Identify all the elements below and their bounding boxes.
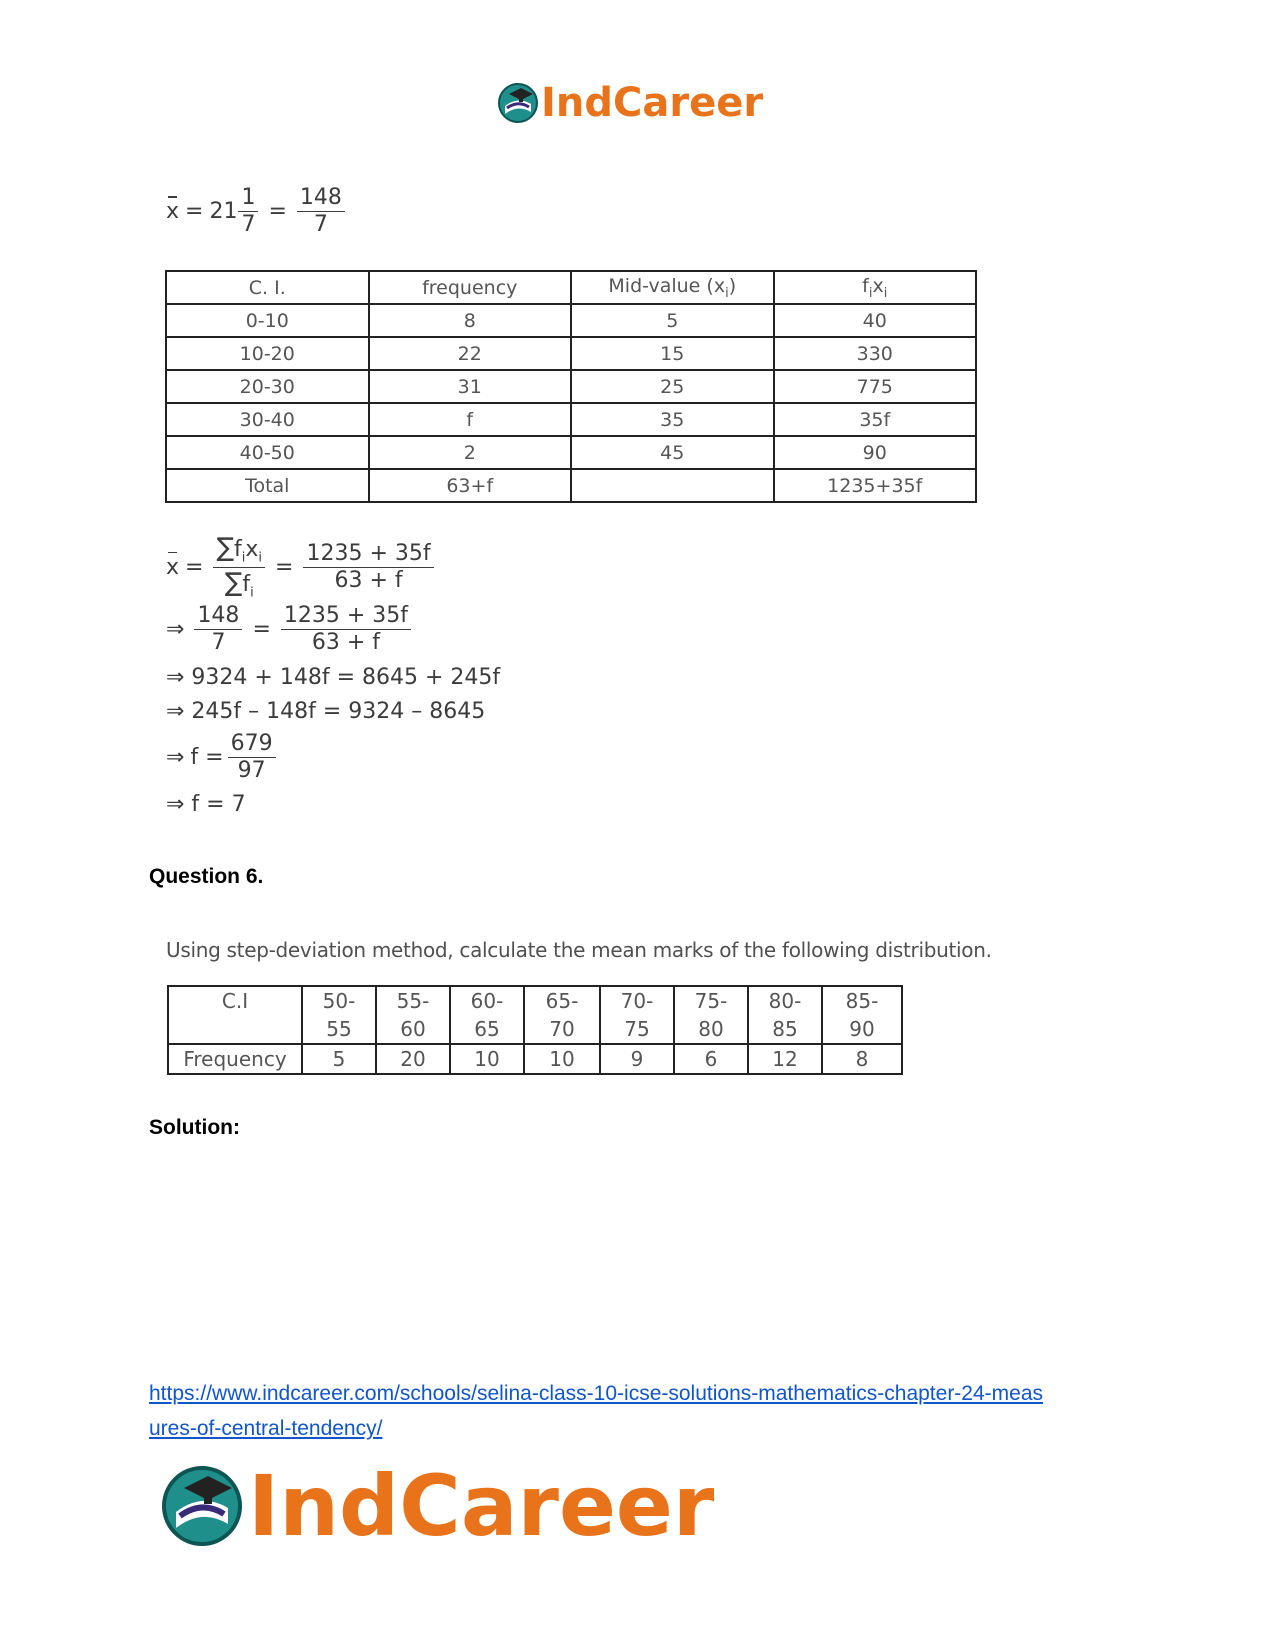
table-cell: 35 bbox=[571, 403, 774, 436]
table-cell: 35f bbox=[774, 403, 977, 436]
table-cell: 25 bbox=[571, 370, 774, 403]
mixed-frac-den: 7 bbox=[241, 212, 256, 238]
frequency-cell: 12 bbox=[748, 1044, 822, 1074]
row-label: Frequency bbox=[168, 1044, 302, 1074]
table-row bbox=[166, 436, 976, 469]
final-answer-step: ⇒ f = 7 bbox=[166, 792, 246, 817]
rhs-denominator: 63 + f bbox=[311, 630, 381, 656]
header-cell: frequency bbox=[369, 271, 572, 304]
f-equals: f = bbox=[190, 745, 224, 771]
lhs-numerator: 148 bbox=[194, 604, 242, 630]
question-title: Question 6. bbox=[149, 865, 264, 888]
table-cell: Total bbox=[166, 469, 369, 502]
solve-f-step bbox=[166, 732, 280, 783]
interval-cell: 75- 80 bbox=[674, 986, 748, 1044]
table-row bbox=[166, 304, 976, 337]
table-cell: 5 bbox=[571, 304, 774, 337]
table-cell: f bbox=[369, 403, 572, 436]
table-row bbox=[166, 337, 976, 370]
sigma-symbol: ∑ bbox=[216, 533, 234, 563]
table-cell: 15 bbox=[571, 337, 774, 370]
rhs-numerator: 1235 + 35f bbox=[281, 604, 411, 630]
implies-arrow: ⇒ bbox=[166, 617, 185, 643]
solution-label: Solution: bbox=[149, 1116, 240, 1139]
mixed-whole: 21 bbox=[209, 199, 238, 225]
interval-cell: 55- 60 bbox=[376, 986, 450, 1044]
table-cell: 775 bbox=[774, 370, 977, 403]
interval-cell: 70- 75 bbox=[600, 986, 674, 1044]
improper-frac-num: 148 bbox=[297, 186, 345, 212]
header-cell: $f_ix_i$ bbox=[774, 271, 977, 304]
interval-cell: 85- 90 bbox=[822, 986, 902, 1044]
table-cell: 330 bbox=[774, 337, 977, 370]
mean-formula-step: x = $\frac{\sum f_ix_i}{\sum f_i}$ = $\frac{1235 + 35f}{63 + f}$ bbox=[166, 534, 438, 600]
table-cell: 0-10 bbox=[166, 304, 369, 337]
table-cell: 31 bbox=[369, 370, 572, 403]
link-line-1[interactable]: https://www.indcareer.com/schools/selina-class-10-icse-solutions-mathematics-chapter-24-meas bbox=[149, 1382, 1044, 1405]
table-cell: 30-40 bbox=[166, 403, 369, 436]
mixed-frac-num: 1 bbox=[238, 186, 258, 212]
frequency-cell: 20 bbox=[376, 1044, 450, 1074]
row-label: C.I bbox=[168, 986, 302, 1044]
frequency-row bbox=[168, 1044, 902, 1074]
interval-cell: 65- 70 bbox=[524, 986, 600, 1044]
table-cell: 45 bbox=[571, 436, 774, 469]
rearrange-step: ⇒ 245f – 148f = 9324 – 8645 bbox=[166, 699, 486, 724]
lhs-denominator: 7 bbox=[211, 630, 226, 656]
table-cell: 20-30 bbox=[166, 370, 369, 403]
interval-cell: 50- 55 bbox=[302, 986, 376, 1044]
frequency-cell: 6 bbox=[674, 1044, 748, 1074]
frequency-table bbox=[165, 270, 977, 503]
table-header-row bbox=[166, 271, 976, 304]
table-cell bbox=[571, 469, 774, 502]
interval-cell: 80- 85 bbox=[748, 986, 822, 1044]
table-cell: 40-50 bbox=[166, 436, 369, 469]
table-cell: 63+f bbox=[369, 469, 572, 502]
frequency-cell: 5 bbox=[302, 1044, 376, 1074]
header-cell: Mid-value $(x_i)$ bbox=[571, 271, 774, 304]
class-interval-row bbox=[168, 986, 902, 1044]
f-denominator: 97 bbox=[237, 758, 266, 784]
header-cell: C. I. bbox=[166, 271, 369, 304]
table-cell: 2 bbox=[369, 436, 572, 469]
indcareer-globe-icon bbox=[160, 1464, 244, 1548]
table-cell: 90 bbox=[774, 436, 977, 469]
question-text: Using step-deviation method, calculate the mean marks of the following distribution. bbox=[166, 938, 992, 962]
table-cell: 8 bbox=[369, 304, 572, 337]
table-row bbox=[166, 403, 976, 436]
table-cell: 10-20 bbox=[166, 337, 369, 370]
table-cell: 40 bbox=[774, 304, 977, 337]
frequency-cell: 10 bbox=[524, 1044, 600, 1074]
frequency-cell: 10 bbox=[450, 1044, 524, 1074]
rhs-numerator: 1235 + 35f bbox=[303, 542, 433, 568]
cross-multiply-step: ⇒ 9324 + 148f = 8645 + 245f bbox=[166, 665, 501, 690]
table-cell: 22 bbox=[369, 337, 572, 370]
logo-text: IndCareer bbox=[248, 1456, 715, 1555]
x-bar-symbol: x bbox=[166, 199, 180, 225]
table-cell: 1235+35f bbox=[774, 469, 977, 502]
table-total-row bbox=[166, 469, 976, 502]
interval-cell: 60- 65 bbox=[450, 986, 524, 1044]
frequency-cell: 9 bbox=[600, 1044, 674, 1074]
rhs-denominator: 63 + f bbox=[334, 567, 403, 593]
implies-arrow: ⇒ bbox=[166, 745, 185, 771]
table-row bbox=[166, 370, 976, 403]
bottom-logo bbox=[160, 1456, 715, 1555]
distribution-table bbox=[167, 985, 903, 1075]
substitution-step: ⇒ $\frac{148}{7}$ = $\frac{1235 + 35f}{63 + f}$ bbox=[166, 604, 415, 655]
top-logo bbox=[497, 80, 763, 126]
f-numerator: 679 bbox=[228, 732, 276, 758]
mean-given-equation: x = 21 $\frac{1}{7}$ = $\frac{148}{7}$ bbox=[166, 186, 349, 237]
improper-frac-den: 7 bbox=[313, 212, 328, 238]
logo-text: IndCareer bbox=[541, 80, 764, 126]
link-line-2[interactable]: ures-of-central-tendency/ bbox=[149, 1417, 383, 1440]
source-link[interactable] bbox=[149, 1376, 1149, 1446]
indcareer-globe-icon bbox=[497, 82, 539, 124]
frequency-cell: 8 bbox=[822, 1044, 902, 1074]
